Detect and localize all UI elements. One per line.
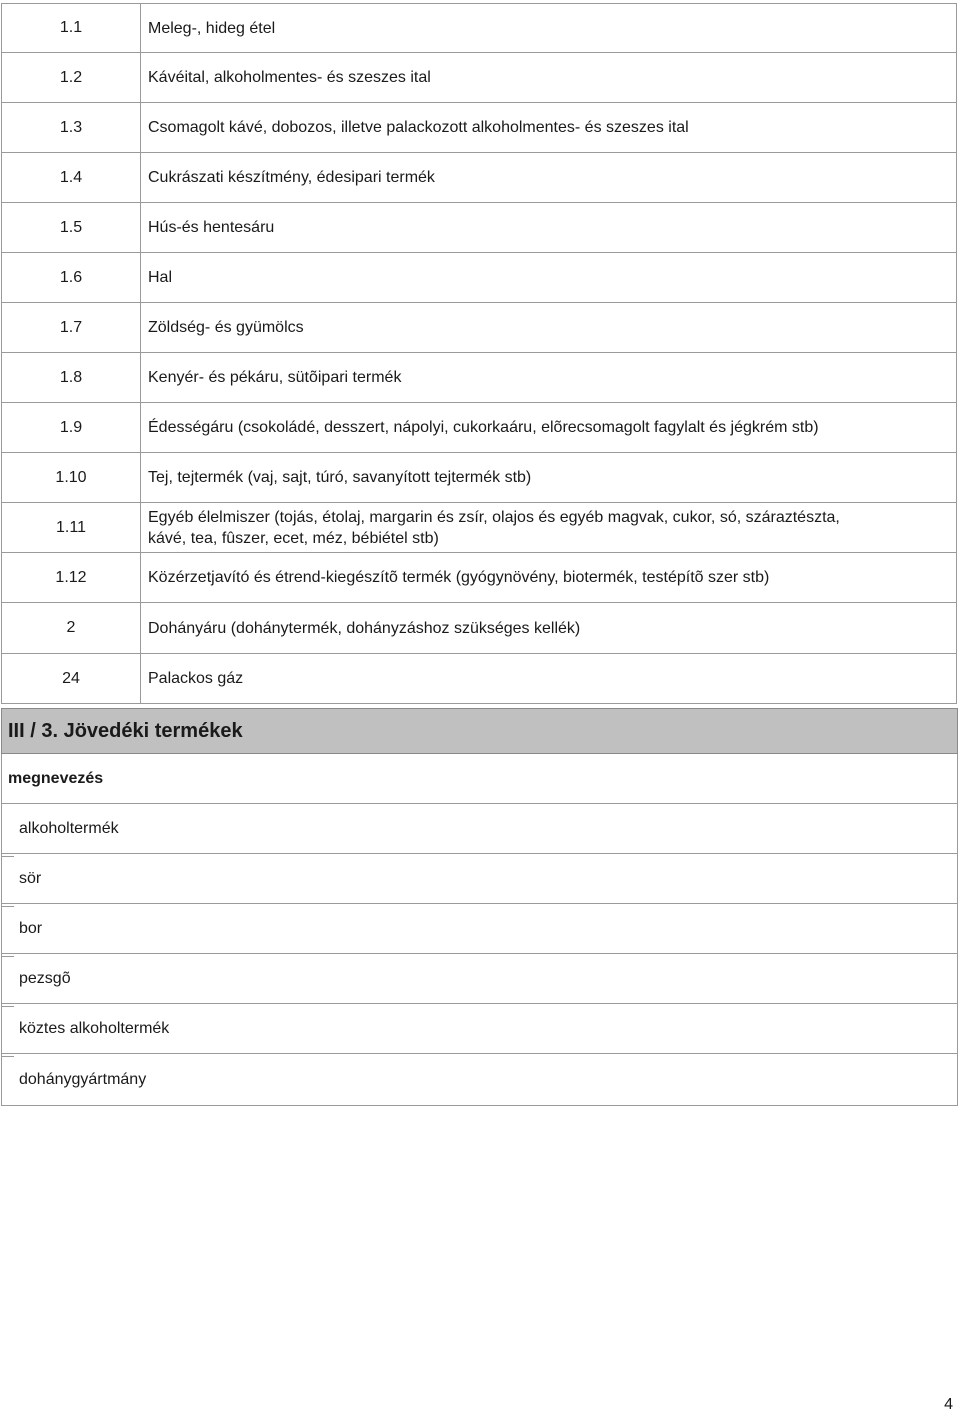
table-row <box>1 153 957 203</box>
category-label: Cukrászati készítmény, édesipari termék <box>148 169 435 186</box>
list-item <box>2 954 957 1004</box>
table-row <box>1 203 957 253</box>
category-code: 1.11 <box>2 503 141 552</box>
table-row <box>1 403 957 453</box>
category-label: Hal <box>148 269 173 286</box>
row-marker <box>2 856 14 857</box>
column-header: megnevezés <box>2 754 957 804</box>
category-code: 1.12 <box>2 553 141 602</box>
table-row <box>1 603 957 654</box>
table-row <box>1 503 957 553</box>
category-code: 1.8 <box>2 353 141 402</box>
list-item <box>2 854 957 904</box>
table-row <box>1 53 957 103</box>
category-label: Dohányáru (dohánytermék, dohányzáshoz szükséges kellék) <box>148 619 581 637</box>
table-row <box>1 553 957 603</box>
excise-products-table <box>1 754 958 1106</box>
row-marker <box>2 1006 14 1007</box>
item-label: sör <box>19 869 42 887</box>
category-code: 1.1 <box>2 4 141 52</box>
row-marker <box>2 1056 14 1057</box>
list-item <box>2 1054 957 1105</box>
category-code: 1.2 <box>2 53 141 102</box>
section-title: III / 3. Jövedéki termékek <box>1 708 958 754</box>
category-code: 1.7 <box>2 303 141 352</box>
item-label: pezsgõ <box>19 969 71 987</box>
category-code: 2 <box>2 603 141 653</box>
list-item <box>2 904 957 954</box>
category-code: 1.6 <box>2 253 141 302</box>
list-item <box>2 804 957 854</box>
item-label: köztes alkoholtermék <box>19 1019 170 1037</box>
table-row <box>1 3 957 53</box>
table-row <box>1 353 957 403</box>
item-label: dohánygyártmány <box>19 1070 147 1088</box>
page-number: 4 <box>944 1396 953 1413</box>
category-label: Édességáru (csokoládé, desszert, nápolyi, cukorkaáru, elõrecsomagolt fagylalt és jégkrém stb) <box>148 419 819 436</box>
category-code: 1.10 <box>2 453 141 502</box>
list-item <box>2 1004 957 1054</box>
category-label: Kenyér- és pékáru, sütõipari termék <box>148 369 402 386</box>
row-marker <box>2 906 14 907</box>
table-row <box>1 253 957 303</box>
category-code: 1.4 <box>2 153 141 202</box>
table-row <box>1 453 957 503</box>
category-label: Zöldség- és gyümölcs <box>148 319 304 336</box>
row-marker <box>2 956 14 957</box>
category-label: Közérzetjavító és étrend-kiegészítõ termék (gyógynövény, biotermék, testépítõ szer stb) <box>148 569 770 586</box>
category-code: 1.5 <box>2 203 141 252</box>
category-label: Meleg-, hideg étel <box>148 19 276 37</box>
category-code: 1.9 <box>2 403 141 452</box>
table-row <box>1 303 957 353</box>
item-label: bor <box>19 919 43 937</box>
category-label: Hús-és hentesáru <box>148 219 275 236</box>
item-label: alkoholtermék <box>19 819 119 837</box>
category-label: Csomagolt kávé, dobozos, illetve palackozott alkoholmentes- és szeszes ital <box>148 119 689 136</box>
table-row <box>1 103 957 153</box>
table-row <box>1 654 957 704</box>
category-code: 24 <box>2 654 141 703</box>
category-label: Egyéb élelmiszer (tojás, étolaj, margarin és zsír, olajos és egyéb magvak, cukor, só, száraztészta, kávé, tea, fûszer, ecet, méz, bébiétel stb) <box>148 508 840 547</box>
category-label: Palackos gáz <box>148 670 244 687</box>
category-label: Tej, tejtermék (vaj, sajt, túró, savanyított tejtermék stb) <box>148 469 532 486</box>
category-code: 1.3 <box>2 103 141 152</box>
product-category-table <box>1 3 957 704</box>
category-label: Kávéital, alkoholmentes- és szeszes ital <box>148 69 431 86</box>
